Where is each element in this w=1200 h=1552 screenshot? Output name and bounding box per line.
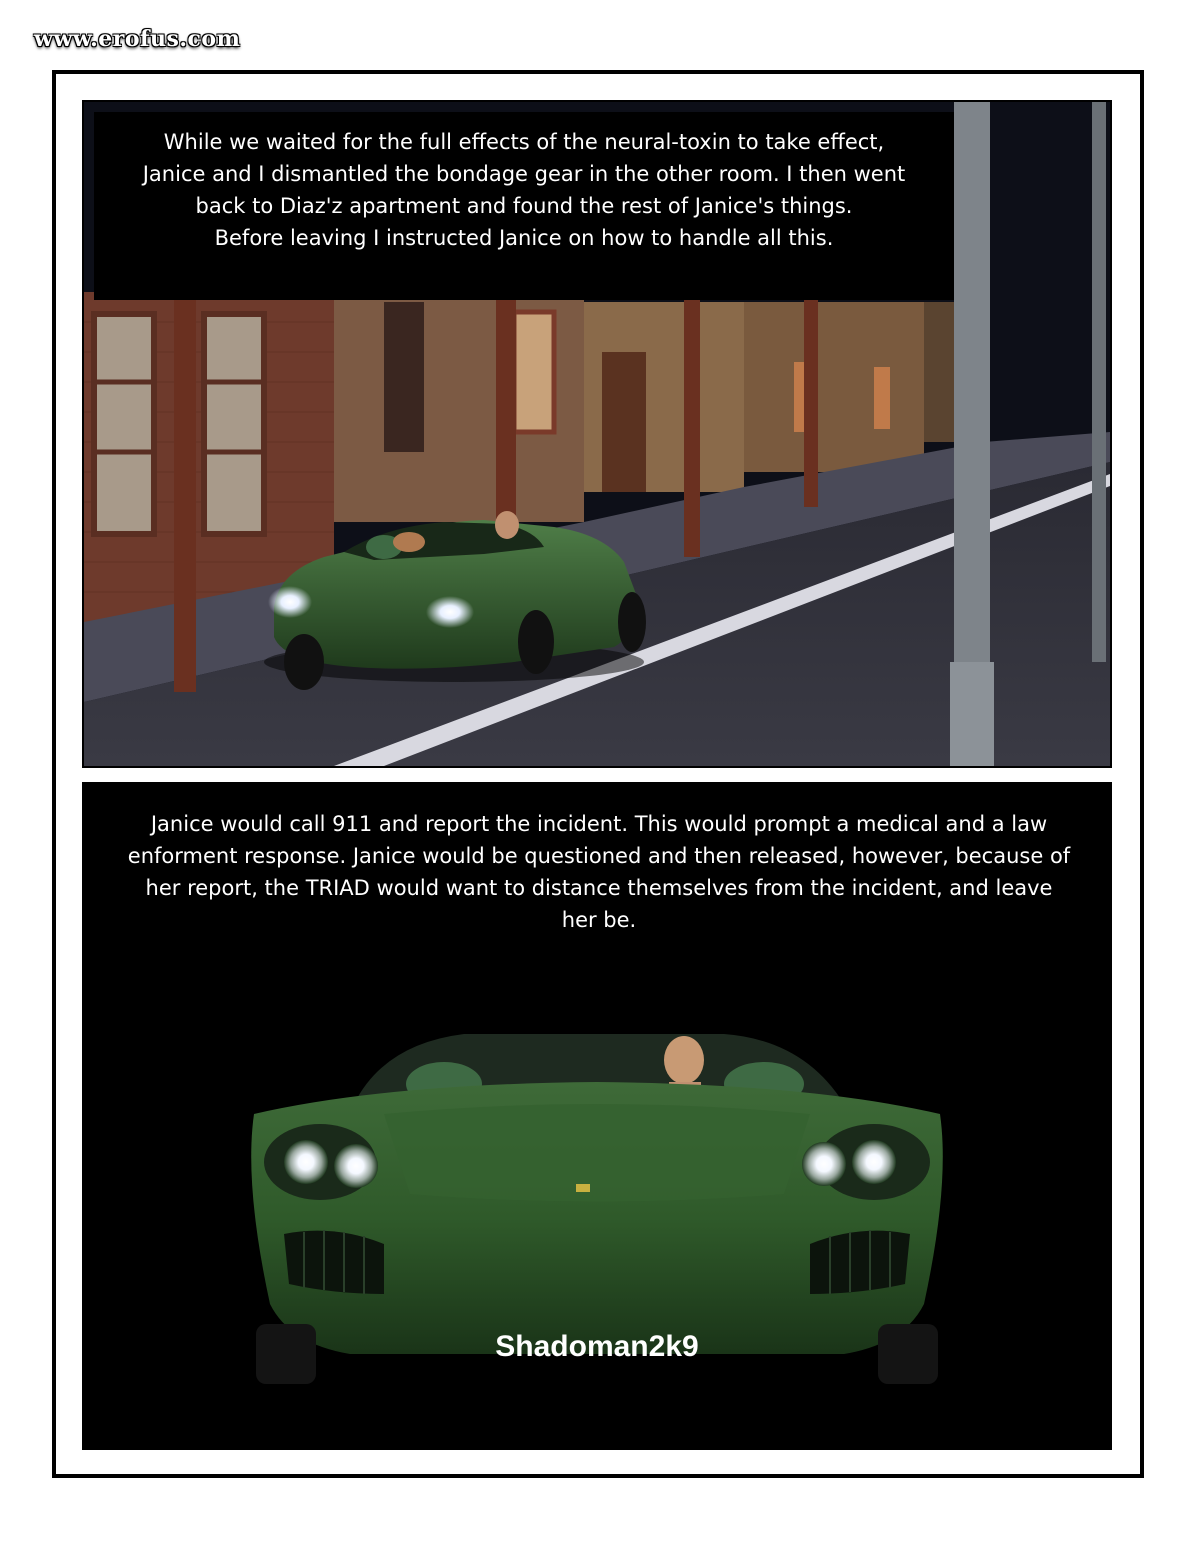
caption-line: back to Diaz'z apartment and found the rest of Janice's things.: [195, 194, 853, 218]
comic-panel-street: [82, 100, 1112, 768]
narration-caption-top: [94, 112, 954, 300]
comic-panel-car-front: [82, 782, 1112, 1450]
caption-line: enforment response. Janice would be questioned and then released, however, because of: [127, 844, 1071, 868]
watermark-text: www.erofus.com: [34, 26, 241, 52]
artist-signature: Shadoman2k9: [495, 1330, 699, 1363]
caption-line: Before leaving I instructed Janice on how to handle all this.: [214, 226, 834, 250]
caption-line: Janice would call 911 and report the incident. This would prompt a medical and a law: [150, 812, 1048, 836]
caption-line: her report, the TRIAD would want to distance themselves from the incident, and leave: [145, 876, 1053, 900]
narration-caption-bottom: [114, 808, 1084, 936]
caption-line: Janice and I dismantled the bondage gear in the other room. I then went: [142, 162, 906, 186]
caption-line: her be.: [561, 908, 637, 932]
caption-line: While we waited for the full effects of the neural-toxin to take effect,: [163, 130, 885, 154]
